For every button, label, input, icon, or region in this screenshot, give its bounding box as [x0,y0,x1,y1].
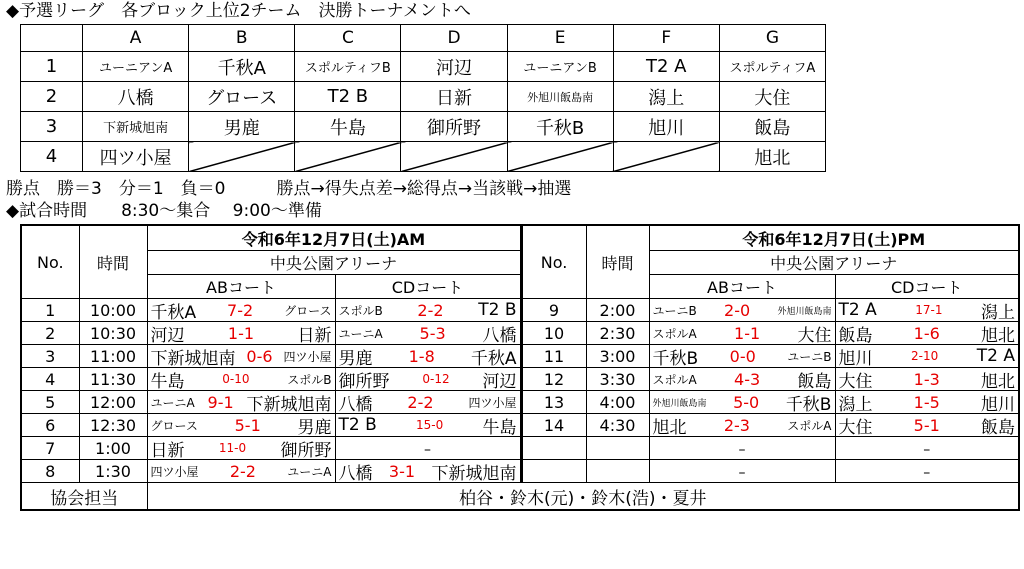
am-date: 令和6年12月7日(土)AM [147,225,521,251]
away-team: 千秋A [470,348,517,368]
no-match [835,460,1019,483]
match-time [586,437,649,460]
home-team: 御所野 [338,371,390,391]
match-no: 5 [21,391,79,414]
dash-mark: – [923,441,931,458]
home-team: 下新城旭南 [150,348,236,368]
block-header: D [401,25,507,52]
match-time: 10:30 [79,322,147,345]
match-score: 1-8 [408,346,435,366]
match-time [586,460,649,483]
am-court-cd: CDコート [335,275,521,299]
away-team: スポルA [787,418,832,433]
header-no: No. [21,225,79,299]
team-cell: 河辺 [401,52,507,82]
match-time: 10:00 [79,299,147,322]
team-cell: グロース [189,82,295,112]
home-team: グロース [150,418,198,433]
match-cell [147,391,335,414]
match-score: 0-6 [246,346,273,366]
match-cell [835,299,1019,322]
home-team: 千秋A [150,302,197,322]
match-time: 12:00 [79,391,147,414]
home-team: 四ツ小屋 [150,464,199,479]
block-header: F [613,25,719,52]
match-cell [335,414,521,437]
match-score: 7-2 [227,300,254,320]
away-team: 飯島 [980,417,1015,437]
away-team: 下新城旭南 [431,463,517,483]
match-score: 3-1 [388,461,416,481]
pm-date: 令和6年12月7日(土)PM [649,225,1019,251]
match-time: 4:00 [586,391,649,414]
match-no: 14 [521,414,586,437]
match-cell [147,299,335,322]
away-team: 旭北 [980,325,1015,345]
match-score: 0-12 [422,372,450,386]
home-team: 旭北 [652,417,687,437]
block-header: G [719,25,825,52]
team-cell: 旭川 [613,112,719,142]
home-team: ユーニA [338,326,383,341]
match-score: 2-2 [407,392,434,412]
match-score: 1-1 [227,323,255,343]
team-cell: 旭北 [719,142,825,172]
away-team: 四ツ小屋 [283,349,332,364]
team-cell: スポルティフB [295,52,401,82]
match-cell [649,345,835,368]
home-team: 外旭川飯島南 [652,398,707,409]
match-time: 2:00 [586,299,649,322]
away-team: ユーニB [787,349,832,364]
match-time: 11:00 [79,345,147,368]
league-corner [21,25,83,52]
match-score: 17-1 [915,303,943,317]
league-title: ◆予選リーグ 各ブロック上位2チーム 決勝トーナメントへ [6,1,471,21]
away-team: ユーニA [287,464,332,479]
match-cell [147,460,335,483]
team-cell: 男鹿 [189,112,295,142]
match-score: 1-1 [734,323,761,343]
home-team: 飯島 [838,325,873,345]
officials-label: 協会担当 [21,483,147,511]
home-team: ユーニB [652,303,697,318]
empty-slot [295,142,401,172]
match-time: 2:30 [586,322,649,345]
match-cell [335,460,521,483]
match-score: 0-10 [222,372,250,386]
away-team: 四ツ小屋 [468,395,517,410]
home-team: 牛島 [150,371,185,391]
match-cell [147,414,335,437]
header-time-pm: 時間 [586,225,649,299]
match-score: 5-0 [733,392,760,412]
block-header: E [507,25,613,52]
no-match [649,460,835,483]
team-cell: 四ツ小屋 [83,142,189,172]
match-score: 4-3 [734,369,761,389]
match-cell [335,391,521,414]
block-header: A [83,25,189,52]
home-team: 旭川 [838,348,873,368]
match-score: 1-5 [913,392,940,412]
away-team: グロース [284,303,332,318]
match-time-title: ◆試合時間 8:30〜集合 9:00〜準備 [6,201,322,221]
match-cell [335,368,521,391]
match-cell [649,368,835,391]
team-cell: 下新城旭南 [83,112,189,142]
header-no-pm: No. [521,225,586,299]
away-team: 河辺 [482,371,517,391]
no-match [335,437,521,460]
match-cell [147,437,335,460]
team-cell: T2 A [613,52,719,82]
pm-venue: 中央公園アリーナ [649,251,1019,275]
match-no: 3 [21,345,79,368]
team-cell: 日新 [401,82,507,112]
points-rules: 勝点 勝＝3 分＝1 負＝0 勝点→得失点差→総得点→当該戦→抽選 [6,179,572,199]
no-match [649,437,835,460]
away-team: 旭川 [980,394,1015,414]
home-team: 八橋 [338,394,373,414]
team-cell: 御所野 [401,112,507,142]
team-cell: 潟上 [613,82,719,112]
am-court-ab: ABコート [147,275,335,299]
match-no: 12 [521,368,586,391]
away-team: 飯島 [797,371,832,391]
home-team: 大住 [838,371,873,391]
officials-names: 柏谷・鈴木(元)・鈴木(浩)・夏井 [147,483,1019,511]
home-team: スポルB [338,303,383,318]
dash-mark: – [738,441,746,458]
match-cell [649,391,835,414]
match-no: 1 [21,299,79,322]
away-team: 潟上 [981,302,1015,322]
match-time: 3:30 [586,368,649,391]
match-no: 11 [521,345,586,368]
away-team: 八橋 [482,325,517,345]
team-cell: 牛島 [295,112,401,142]
team-cell: T2 B [295,82,401,112]
match-score: 0-0 [729,346,756,366]
home-team: スポルA [652,372,697,387]
match-time: 1:30 [79,460,147,483]
home-team: T2 B [338,415,377,435]
match-cell [147,322,335,345]
am-venue: 中央公園アリーナ [147,251,521,275]
empty-slot [189,142,295,172]
away-team: 日新 [297,325,332,345]
match-cell [835,345,1019,368]
league-row-no: 1 [21,52,83,82]
away-team: 御所野 [280,440,332,460]
away-team: 外旭川飯島南 [777,306,832,317]
home-team: 八橋 [338,463,373,483]
match-cell [649,322,835,345]
pm-court-cd: CDコート [835,275,1019,299]
team-cell: 千秋B [507,112,613,142]
match-no: 2 [21,322,79,345]
home-team: ユーニA [150,395,195,410]
match-time: 4:30 [586,414,649,437]
league-table [20,24,826,172]
match-score: 1-6 [913,323,940,343]
match-score: 2-0 [724,300,751,320]
match-no: 4 [21,368,79,391]
dash-mark: – [738,464,746,481]
match-score: 1-3 [913,369,940,389]
away-team: 牛島 [482,417,517,437]
match-time: 1:00 [79,437,147,460]
match-cell [147,345,335,368]
away-team: 男鹿 [297,417,332,437]
match-no: 10 [521,322,586,345]
match-time: 3:00 [586,345,649,368]
away-team: T2 B [478,300,517,320]
away-team: スポルB [287,372,332,387]
home-team: 潟上 [838,394,873,414]
match-score: 5-3 [419,323,446,343]
team-cell: ユーニアンA [83,52,189,82]
home-team: 大住 [838,417,873,437]
match-no: 9 [521,299,586,322]
schedule-table [20,224,1020,511]
team-cell: ユーニアンB [507,52,613,82]
team-cell: 千秋A [189,52,295,82]
match-cell [835,414,1019,437]
match-score: 11-0 [218,441,247,455]
match-score: 2-2 [417,300,444,320]
match-cell [335,322,521,345]
home-team: 河辺 [150,325,185,345]
team-cell: 八橋 [83,82,189,112]
match-score: 2-3 [723,415,750,435]
league-row-no: 2 [21,82,83,112]
match-time: 11:30 [79,368,147,391]
match-score: 5-1 [913,415,940,435]
no-match [835,437,1019,460]
match-no: 6 [21,414,79,437]
home-team: 男鹿 [338,348,373,368]
team-cell: 外旭川飯島南 [507,82,613,112]
away-team: 下新城旭南 [246,394,332,414]
match-cell [335,345,521,368]
home-team: 千秋B [652,348,699,368]
match-no: 13 [521,391,586,414]
match-no [521,437,586,460]
league-row-no: 4 [21,142,83,172]
empty-slot [507,142,613,172]
header-time: 時間 [79,225,147,299]
match-score: 2-10 [911,349,939,363]
match-no [521,460,586,483]
team-cell: スポルティフA [719,52,825,82]
match-cell [335,299,521,322]
dash-mark: – [424,441,431,458]
match-cell [835,322,1019,345]
empty-slot [401,142,507,172]
home-team: T2 A [838,300,877,320]
match-no: 8 [21,460,79,483]
away-team: T2 A [976,346,1015,366]
home-team: スポルA [652,326,697,341]
match-score: 15-0 [416,418,444,432]
match-cell [835,391,1019,414]
block-header: C [295,25,401,52]
match-score: 2-2 [229,461,256,481]
match-score: 5-1 [234,415,261,435]
match-score: 9-1 [207,392,234,412]
match-cell [835,368,1019,391]
away-team: 大住 [797,325,832,345]
away-team: 千秋B [785,394,832,414]
away-team: 旭北 [980,371,1015,391]
match-cell [649,299,835,322]
dash-mark: – [923,464,931,481]
empty-slot [613,142,719,172]
match-cell [649,414,835,437]
team-cell: 飯島 [719,112,825,142]
block-header: B [189,25,295,52]
home-team: 日新 [150,440,185,460]
match-cell [147,368,335,391]
team-cell: 大住 [719,82,825,112]
pm-court-ab: ABコート [649,275,835,299]
league-row-no: 3 [21,112,83,142]
match-time: 12:30 [79,414,147,437]
match-no: 7 [21,437,79,460]
